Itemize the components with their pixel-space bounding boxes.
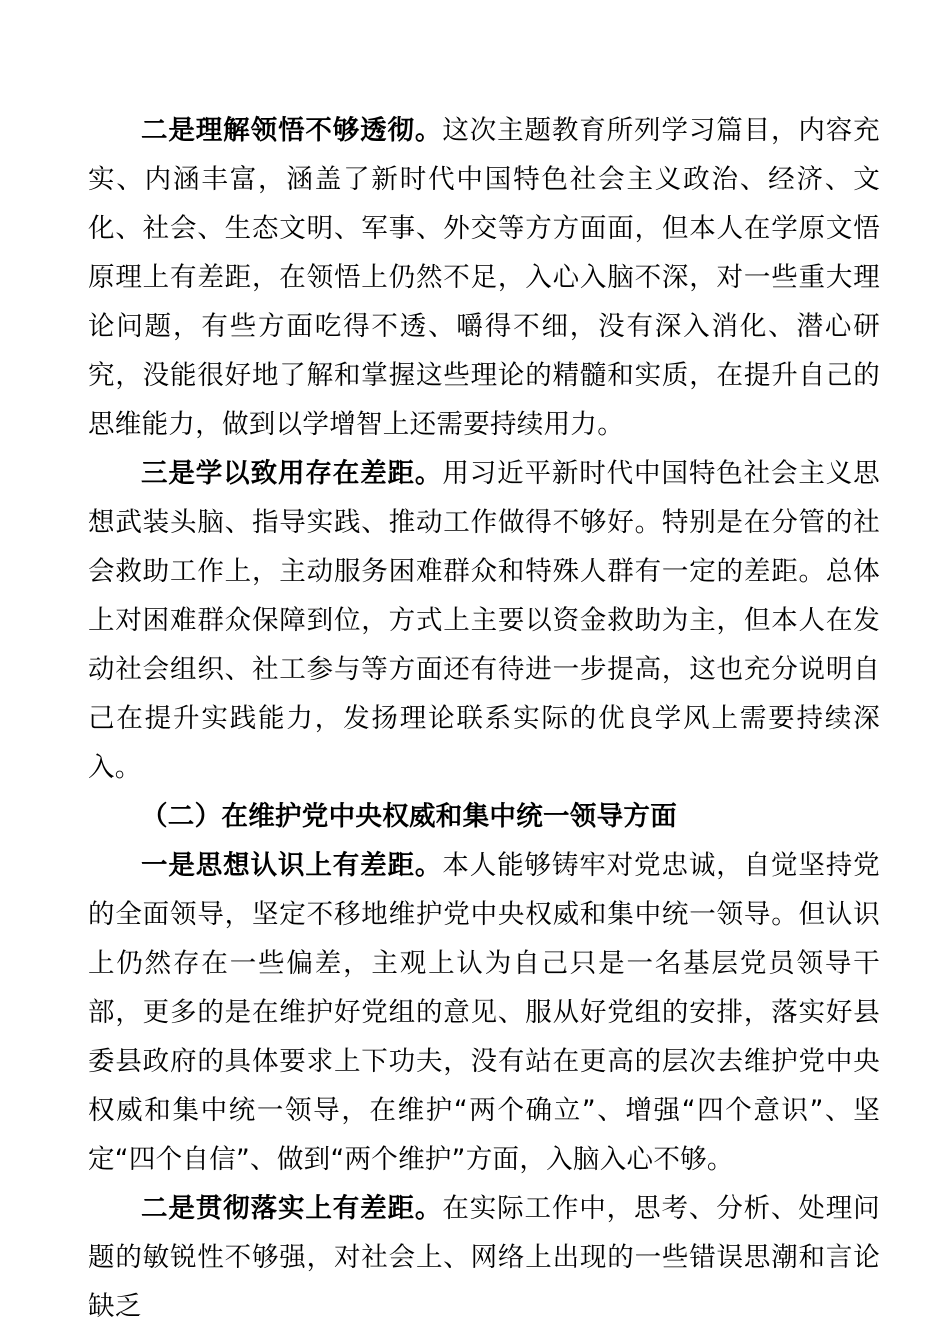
document-body: [88, 106, 880, 1331]
paragraph-lead: 一是思想认识上有差距。: [141, 850, 443, 881]
paragraph-text: 在实际工作中，思考、分析、处理问题的敏锐性不够强，对社会上、网络上出现的一些错误思潮和言论缺乏: [88, 1193, 880, 1322]
paragraph-understanding: [88, 106, 880, 449]
paragraph-awareness: [88, 841, 880, 1184]
paragraph-implementation: [88, 1184, 880, 1331]
paragraph-text: 用习近平新时代中国特色社会主义思想武装头脑、指导实践、推动工作做得不够好。特别是在分管的社会救助工作上，主动服务困难群众和特殊人群有一定的差距。总体上对困难群众保障到位，方式上主要以资金救助为主，但本人在发动社会组织、社工参与等方面还有待进一步提高，这也充分说明自己在提升实践能力，发扬理论联系实际的优良学风上需要持续深入。: [88, 458, 880, 783]
paragraph-lead: 二是理解领悟不够透彻。: [141, 115, 443, 146]
paragraph-application: [88, 449, 880, 792]
paragraph-text: 本人能够铸牢对党忠诚，自觉坚持党的全面领导，坚定不移地维护党中央权威和集中统一领导。但认识上仍然存在一些偏差，主观上认为自己只是一名基层党员领导干部，更多的是在维护好党组的意见、服从好党组的安排，落实好县委县政府的具体要求上下功夫，没有站在更高的层次去维护党中央权威和集中统一领导，在维护“两个确立”、增强“四个意识”、坚定“四个自信”、做到“两个维护”方面，入脑入心不够。: [88, 850, 880, 1175]
section-heading: （二）在维护党中央权威和集中统一领导方面: [141, 801, 677, 832]
paragraph-text: 这次主题教育所列学习篇目，内容充实、内涵丰富，涵盖了新时代中国特色社会主义政治、经济、文化、社会、生态文明、军事、外交等方方面面，但本人在学原文悟原理上有差距，在领悟上仍然不足，入心入脑不深，对一些重大理论问题，有些方面吃得不透、嚼得不细，没有深入消化、潜心研究，没能很好地了解和掌握这些理论的精髓和实质，在提升自己的思维能力，做到以学增智上还需要持续用力。: [88, 115, 880, 440]
paragraph-lead: 三是学以致用存在差距。: [141, 458, 443, 489]
paragraph-lead: 二是贯彻落实上有差距。: [141, 1193, 443, 1224]
